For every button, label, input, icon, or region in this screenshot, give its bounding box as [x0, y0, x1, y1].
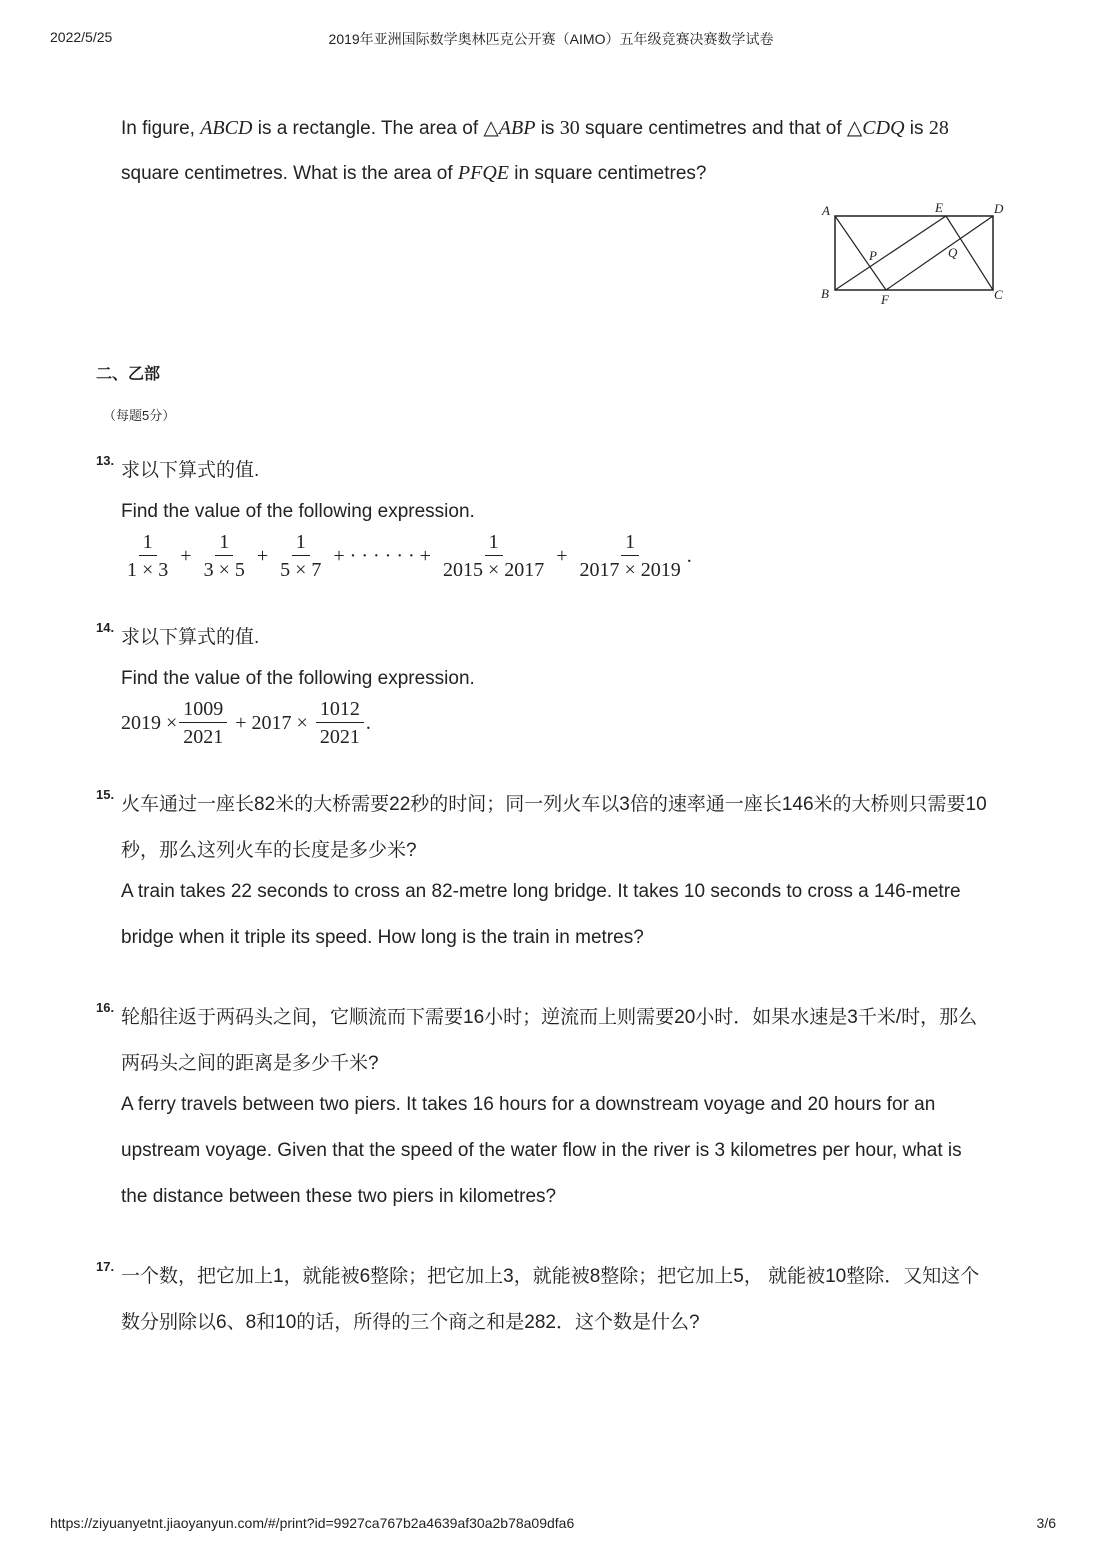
page-header-title: 2019年亚洲国际数学奥林匹克公开赛（AIMO）五年级竞赛决赛数学试卷: [328, 31, 774, 47]
q16-en-3: the distance between these two piers in kilometres?: [121, 1186, 557, 1207]
fraction: $\frac{1}{2017 \times 2019}$: [579, 531, 681, 581]
fraction: $\frac{1}{2015 \times 2017}$: [442, 531, 545, 581]
print-date: 2022/5/25: [50, 29, 113, 45]
section-title: 二、乙部: [96, 366, 161, 383]
q16-en-1: A ferry travels between two piers. It takes 16 hours for a downstream voyage and 20 hours for an: [121, 1094, 936, 1115]
fraction: $\frac{1}{3 \times 5}$: [203, 531, 245, 581]
label-d: D: [994, 201, 1004, 216]
q13-number: 13.: [96, 453, 115, 468]
fraction: $\frac{1009}{2021}$: [179, 698, 227, 748]
q12-line-1: In figure, ABCD is a rectangle. The area of △ABP is 30 square centimetres and that of △CDQ is 28: [121, 117, 949, 139]
q12-line-2: square centimetres. What is the area of PFQE in square centimetres?: [121, 162, 707, 184]
label-b: B: [821, 286, 829, 301]
q15-en-2: bridge when it triple its speed. How long is the train in metres?: [121, 927, 644, 948]
label-p: P: [869, 248, 877, 263]
fraction: $\frac{1}{1 \times 3}$: [127, 531, 169, 581]
q13-zh: 求以下算式的值.: [121, 460, 260, 481]
page-number: 3/6: [1036, 1515, 1056, 1531]
q15-number: 15.: [96, 787, 115, 802]
section-note: （每题5分）: [103, 408, 176, 423]
q16-zh-1: 轮船往返于两码头之间，它顺流而下需要16小时；逆流而上则需要20小时．如果水速是3千米/时，那么: [121, 1007, 978, 1028]
q14-expression: 2019 × $\frac{1009}{2021}$ + 2017 × $\frac{1012}{2021}$ .: [121, 698, 371, 748]
fraction: $\frac{1012}{2021}$: [316, 698, 364, 748]
q16-en-2: upstream voyage. Given that the speed of the water flow in the river is 3 kilometres per hour, what is: [121, 1140, 962, 1161]
q13-en: Find the value of the following expression.: [121, 501, 475, 522]
q16-zh-2: 两码头之间的距离是多少千米?: [121, 1053, 379, 1074]
q13-expression: $\frac{1}{1 \times 3}$ + $\frac{1}{3 \times 5}$ + $\frac{1}{5 \times 7}$ + · · · · · · + $\frac{1}{2015 \times 2017}$ + $\frac{1}{2017 \times 2019}$ .: [121, 531, 692, 581]
q17-zh-1: 一个数，把它加上1，就能被6整除；把它加上3，就能被8整除；把它加上5， 就能被10整除．又知这个: [121, 1266, 980, 1287]
footer-url[interactable]: https://ziyuanyetnt.jiaoyanyun.com/#/print?id=9927ca767b2a4639af30a2b78a09dfa6: [50, 1515, 575, 1531]
label-c: C: [994, 287, 1003, 302]
q17-zh-2: 数分别除以6、8和10的话，所得的三个商之和是282．这个数是什么?: [121, 1312, 700, 1333]
q14-zh: 求以下算式的值.: [121, 627, 260, 648]
q17-number: 17.: [96, 1259, 115, 1274]
rectangle-figure: [814, 198, 1014, 308]
label-f: F: [881, 292, 889, 307]
q14-number: 14.: [96, 620, 115, 635]
q15-zh-1: 火车通过一座长82米的大桥需要22秒的时间；同一列火车以3倍的速率通一座长146米的大桥则只需要10: [121, 794, 987, 815]
label-e: E: [935, 200, 943, 215]
q16-number: 16.: [96, 1000, 115, 1015]
label-a: A: [822, 203, 830, 218]
label-q: Q: [948, 245, 958, 260]
fraction: $\frac{1}{5 \times 7}$: [280, 531, 322, 581]
q14-en: Find the value of the following expression.: [121, 668, 475, 689]
q15-zh-2: 秒，那么这列火车的长度是多少米?: [121, 840, 417, 861]
q15-en-1: A train takes 22 seconds to cross an 82-metre long bridge. It takes 10 seconds to cross a 146-metre: [121, 881, 961, 902]
